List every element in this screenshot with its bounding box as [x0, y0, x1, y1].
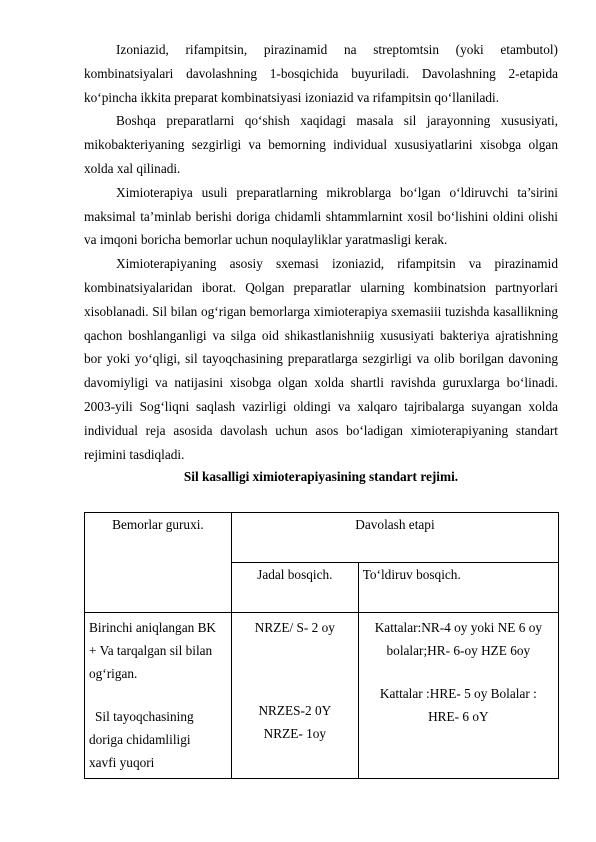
group-text-line: Sil tayoqchasining — [95, 709, 194, 724]
regimen-table — [84, 512, 559, 779]
intensive-regimen: NRZES-2 0Y — [258, 703, 332, 718]
paragraph: Boshqa preparatlarni qo‘shish xaqidagi masala sil jarayonning xususiyati, mikobakteriyaning sezgirligi va bemorning individual xususiyatlarini xisobga olgan xolda xal qilinadi. — [84, 113, 558, 176]
continuation-regimen: Kattalar:NR-4 oy yoki NE 6 oy — [374, 620, 542, 635]
paragraph: Izoniazid, rifampitsin, pirazinamid na streptomtsin (yoki etambutol) kombinatsiyalari davolashning 1-bosqichida buyuriladi. Davolashning 2-etapida ko‘pincha ikkita preparat kombinatsiyasi izoniazid va rifampitsin qo‘llaniladi. — [84, 42, 558, 105]
group-text-line: doriga chidamliligi — [89, 732, 191, 747]
cell-intensive-phase — [231, 613, 358, 779]
continuation-regimen: HRE- 6 oY — [428, 709, 489, 724]
continuation-regimen: Kattalar :HRE- 5 oy Bolalar : — [379, 686, 537, 701]
paragraph: Ximioterapiya usuli preparatlarning mikroblarga bo‘lgan o‘ldiruvchi ta’sirini maksimal ta’minlab berishi doriga chidamli shtammlarnint xosil bo‘lishini oldini olishi va imqoni boricha bemorlar uchun noqulayliklar yaratmasligi kerak. — [84, 184, 558, 248]
group-text-line: xavfi yuqori — [89, 755, 155, 770]
header-intensive-label: Jadal bosqich. — [257, 567, 333, 582]
group-text-line: Birinchi aniqlangan BK — [89, 620, 217, 635]
group-text-line: + Va tarqalgan sil bilan — [89, 643, 213, 658]
intensive-regimen: NRZE- 1oy — [263, 726, 327, 741]
header-patient-group-label: Bemorlar guruxi. — [112, 517, 204, 532]
header-continuation-label: To‘ldiruv bosqich. — [362, 567, 461, 582]
header-continuation-phase — [358, 563, 558, 613]
continuation-regimen: bolalar;HR- 6-oy HZE 6oy — [386, 643, 531, 658]
intensive-regimen: NRZE/ S- 2 oy — [254, 620, 335, 635]
header-patient-group — [85, 513, 232, 613]
header-intensive-phase — [231, 563, 358, 613]
header-treatment-stage — [231, 513, 558, 563]
header-treatment-stage-label: Davolash etapi — [355, 517, 435, 532]
group-text-line: og‘rigan. — [89, 666, 138, 681]
cell-continuation-phase — [358, 613, 558, 779]
table-caption: Sil kasalligi ximioterapiyasining standart rejimi. — [183, 469, 459, 485]
paragraph: Ximioterapiyaning asosiy sxemasi izoniazid, rifampitsin va pirazinamid kombinatsiyalaridan iborat. Qolgan preparatlar ularning kombinatsion partnyorlari xisoblanadi. Sil bilan og‘rigan bemorlarga ximioterapiya sxemasiii tuzishda kasallikning qachon boshlanganligi va silga oid shikastlanishniig xususiyati bakteriya ajratishning bor yoki yo‘qligi, sil tayoqchasining preparatlarga sezgirligi va olib borilgan davoning davomiyligi va natijasini xisobga olgan xolda shartli ravishda guruxlarga bo‘linadi. 2003-yili Sog‘liqni saqlash vazirligi oldingi va xalqaro tajribalarga suyangan xolda individual reja asosida davolash uchun asos bo‘ladigan ximioterapiyaning standart rejimini tasdiqladi. — [84, 256, 558, 462]
cell-patient-group — [85, 613, 232, 779]
document-body — [84, 38, 558, 488]
